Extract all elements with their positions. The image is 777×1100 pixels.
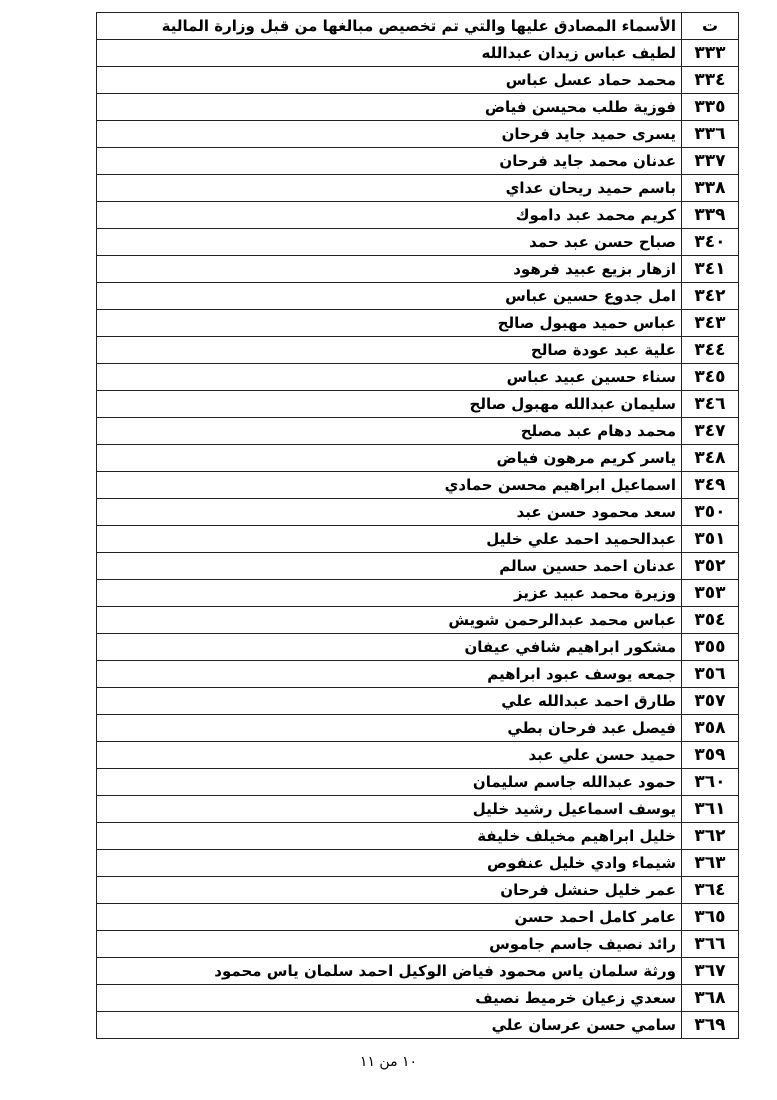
table-row [97, 40, 739, 67]
table-row [97, 553, 739, 580]
row-number: ٣٥١ [682, 526, 739, 553]
table-row [97, 256, 739, 283]
row-number: ٣٥٥ [682, 634, 739, 661]
table-row [97, 904, 739, 931]
row-number: ٣٤٥ [682, 364, 739, 391]
row-number: ٣٦٧ [682, 958, 739, 985]
row-name: اسماعيل ابراهيم محسن حمادي [97, 472, 682, 499]
page-number: ١٠ من ١١ [359, 1054, 418, 1070]
row-number: ٣٦٢ [682, 823, 739, 850]
row-number: ٣٥٠ [682, 499, 739, 526]
names-table [96, 12, 739, 1039]
row-name: محمد دهام عبد مصلح [97, 418, 682, 445]
table-header-row [97, 13, 739, 40]
row-number: ٣٤٣ [682, 310, 739, 337]
table-row [97, 634, 739, 661]
table-row [97, 580, 739, 607]
row-name: رائد نصيف جاسم جاموس [97, 931, 682, 958]
row-number: ٣٤٧ [682, 418, 739, 445]
row-name: فوزية طلب محيسن فياض [97, 94, 682, 121]
row-name: علية عبد عودة صالح [97, 337, 682, 364]
row-number: ٣٥٩ [682, 742, 739, 769]
table-row [97, 310, 739, 337]
table-row [97, 229, 739, 256]
row-name: لطيف عباس زيدان عبدالله [97, 40, 682, 67]
row-number: ٣٦٨ [682, 985, 739, 1012]
table-row [97, 94, 739, 121]
row-name: ورثة سلمان ياس محمود فياض الوكيل احمد سلمان ياس محمود [97, 958, 682, 985]
row-number: ٣٣٥ [682, 94, 739, 121]
row-name: عباس حميد مهبول صالح [97, 310, 682, 337]
row-name: سامي حسن عرسان علي [97, 1012, 682, 1039]
table-row [97, 526, 739, 553]
row-name: يسرى حميد جايد فرحان [97, 121, 682, 148]
row-number: ٣٦٥ [682, 904, 739, 931]
row-name: طارق احمد عبدالله علي [97, 688, 682, 715]
row-name: سعدي زعيان خرميط نصيف [97, 985, 682, 1012]
row-name: يوسف اسماعيل رشيد خليل [97, 796, 682, 823]
table-row [97, 148, 739, 175]
row-number: ٣٦٩ [682, 1012, 739, 1039]
row-name: خليل ابراهيم مخيلف خليفة [97, 823, 682, 850]
table-row [97, 931, 739, 958]
row-number: ٣٣٧ [682, 148, 739, 175]
row-number: ٣٥٨ [682, 715, 739, 742]
table-row [97, 715, 739, 742]
row-number: ٣٥٤ [682, 607, 739, 634]
row-number: ٣٤١ [682, 256, 739, 283]
row-name: عدنان محمد جايد فرحان [97, 148, 682, 175]
row-number: ٣٤٨ [682, 445, 739, 472]
row-name: باسم حميد ريحان عداي [97, 175, 682, 202]
row-name: حمود عبدالله جاسم سليمان [97, 769, 682, 796]
table-row [97, 877, 739, 904]
table-row [97, 391, 739, 418]
row-number: ٣٥٣ [682, 580, 739, 607]
row-name: محمد حماد عسل عباس [97, 67, 682, 94]
row-number: ٣٣٩ [682, 202, 739, 229]
row-number: ٣٦٠ [682, 769, 739, 796]
header-names: الأسماء المصادق عليها والتي تم تخصيص مبالغها من قبل وزارة المالية [97, 13, 682, 40]
table-row [97, 688, 739, 715]
table-row [97, 202, 739, 229]
row-number: ٣٥٢ [682, 553, 739, 580]
table-row [97, 445, 739, 472]
row-number: ٣٤٦ [682, 391, 739, 418]
row-name: عامر كامل احمد حسن [97, 904, 682, 931]
table-row [97, 472, 739, 499]
row-name: سعد محمود حسن عبد [97, 499, 682, 526]
table-row [97, 499, 739, 526]
row-number: ٣٣٣ [682, 40, 739, 67]
row-name: سليمان عبدالله مهبول صالح [97, 391, 682, 418]
row-number: ٣٤٠ [682, 229, 739, 256]
table-row [97, 850, 739, 877]
row-number: ٣٦٦ [682, 931, 739, 958]
row-name: وزيرة محمد عبيد عزيز [97, 580, 682, 607]
row-number: ٣٦٤ [682, 877, 739, 904]
table-row [97, 283, 739, 310]
row-number: ٣٤٤ [682, 337, 739, 364]
row-number: ٣٤٩ [682, 472, 739, 499]
row-name: كريم محمد عبد داموك [97, 202, 682, 229]
row-name: مشكور ابراهيم شافي عيفان [97, 634, 682, 661]
table-row [97, 121, 739, 148]
table-row [97, 958, 739, 985]
row-name: جمعه يوسف عبود ابراهيم [97, 661, 682, 688]
row-number: ٣٣٨ [682, 175, 739, 202]
row-name: ازهار بزيع عبيد فرهود [97, 256, 682, 283]
table-row [97, 337, 739, 364]
row-name: عمر خليل حنشل فرحان [97, 877, 682, 904]
table-row [97, 67, 739, 94]
row-number: ٣٤٢ [682, 283, 739, 310]
table-row [97, 418, 739, 445]
row-name: سناء حسين عبيد عباس [97, 364, 682, 391]
table-row [97, 1012, 739, 1039]
row-name: عبدالحميد احمد علي خليل [97, 526, 682, 553]
table-row [97, 742, 739, 769]
table-row [97, 985, 739, 1012]
header-number: ت [682, 13, 739, 40]
row-name: فيصل عبد فرحان بطي [97, 715, 682, 742]
row-name: شيماء وادي خليل عنفوص [97, 850, 682, 877]
table-row [97, 769, 739, 796]
row-number: ٣٥٧ [682, 688, 739, 715]
row-name: عدنان احمد حسين سالم [97, 553, 682, 580]
row-name: صباح حسن عبد حمد [97, 229, 682, 256]
row-name: حميد حسن علي عبد [97, 742, 682, 769]
table-row [97, 823, 739, 850]
row-name: عباس محمد عبدالرحمن شويش [97, 607, 682, 634]
row-number: ٣٦١ [682, 796, 739, 823]
row-number: ٣٥٦ [682, 661, 739, 688]
row-number: ٣٦٣ [682, 850, 739, 877]
table-row [97, 175, 739, 202]
row-number: ٣٣٤ [682, 67, 739, 94]
row-name: ياسر كريم مرهون فياض [97, 445, 682, 472]
table-row [97, 607, 739, 634]
table-row [97, 364, 739, 391]
table-row [97, 661, 739, 688]
row-number: ٣٣٦ [682, 121, 739, 148]
table-row [97, 796, 739, 823]
row-name: امل جدوع حسين عباس [97, 283, 682, 310]
